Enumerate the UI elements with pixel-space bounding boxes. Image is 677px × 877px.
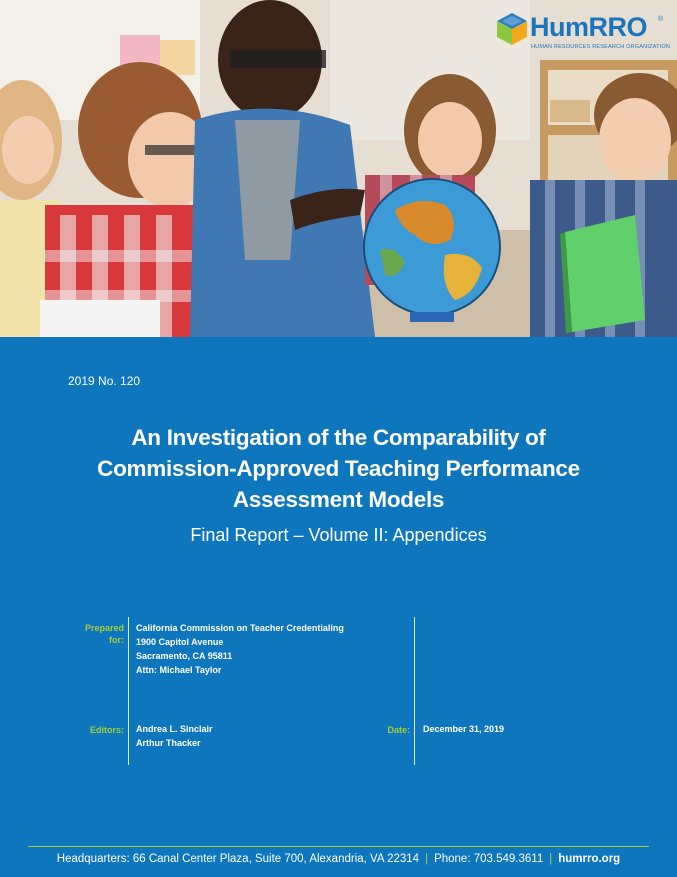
logo-registered-mark: ® (658, 16, 664, 23)
logo-tagline: HUMAN RESOURCES RESEARCH ORGANIZATION (531, 44, 671, 50)
footer-separator-2: | (549, 853, 553, 865)
footer (0, 853, 677, 865)
footer-separator-1: | (425, 853, 429, 865)
cover-panel (0, 337, 677, 877)
prepared-for-details (136, 621, 344, 677)
footer-website-link[interactable]: humrro.org (558, 853, 621, 865)
editor-1: Andrea L. Sinclair (136, 724, 213, 734)
title-line-3: Assessment Models (232, 487, 445, 512)
footer-phone: Phone: 703.549.3611 (434, 853, 544, 865)
report-title (40, 422, 637, 515)
divider-left (128, 617, 129, 765)
humrro-logo (496, 12, 671, 52)
report-subtitle: Final Report – Volume II: Appendices (190, 525, 487, 545)
footer-address: Headquarters: 66 Canal Center Plaza, Suite 700, Alexandria, VA 22314 (56, 853, 420, 865)
date-label: Date: (387, 725, 410, 735)
editor-2: Arthur Thacker (136, 738, 201, 748)
editors-names (136, 722, 213, 750)
editors-label: Editors: (89, 725, 124, 735)
cube-logo-icon (496, 12, 528, 46)
recipient-street: 1900 Capitol Avenue (136, 637, 224, 647)
report-number: 2019 No. 120 (68, 374, 141, 388)
date-value: December 31, 2019 (423, 724, 505, 734)
recipient-city: Sacramento, CA 95811 (136, 651, 233, 661)
divider-right (414, 617, 415, 765)
cover-photo (0, 0, 677, 337)
prepared-for-label: Prepared for: (84, 623, 124, 645)
footer-rule (28, 846, 649, 847)
title-line-1: An Investigation of the Comparability of (131, 425, 546, 450)
logo-wordmark: HumRRO (530, 12, 647, 42)
recipient-org: California Commission on Teacher Credentialing (136, 623, 344, 633)
recipient-attn: Attn: Michael Taylor (136, 665, 222, 675)
title-line-2: Commission-Approved Teaching Performance (97, 456, 580, 481)
